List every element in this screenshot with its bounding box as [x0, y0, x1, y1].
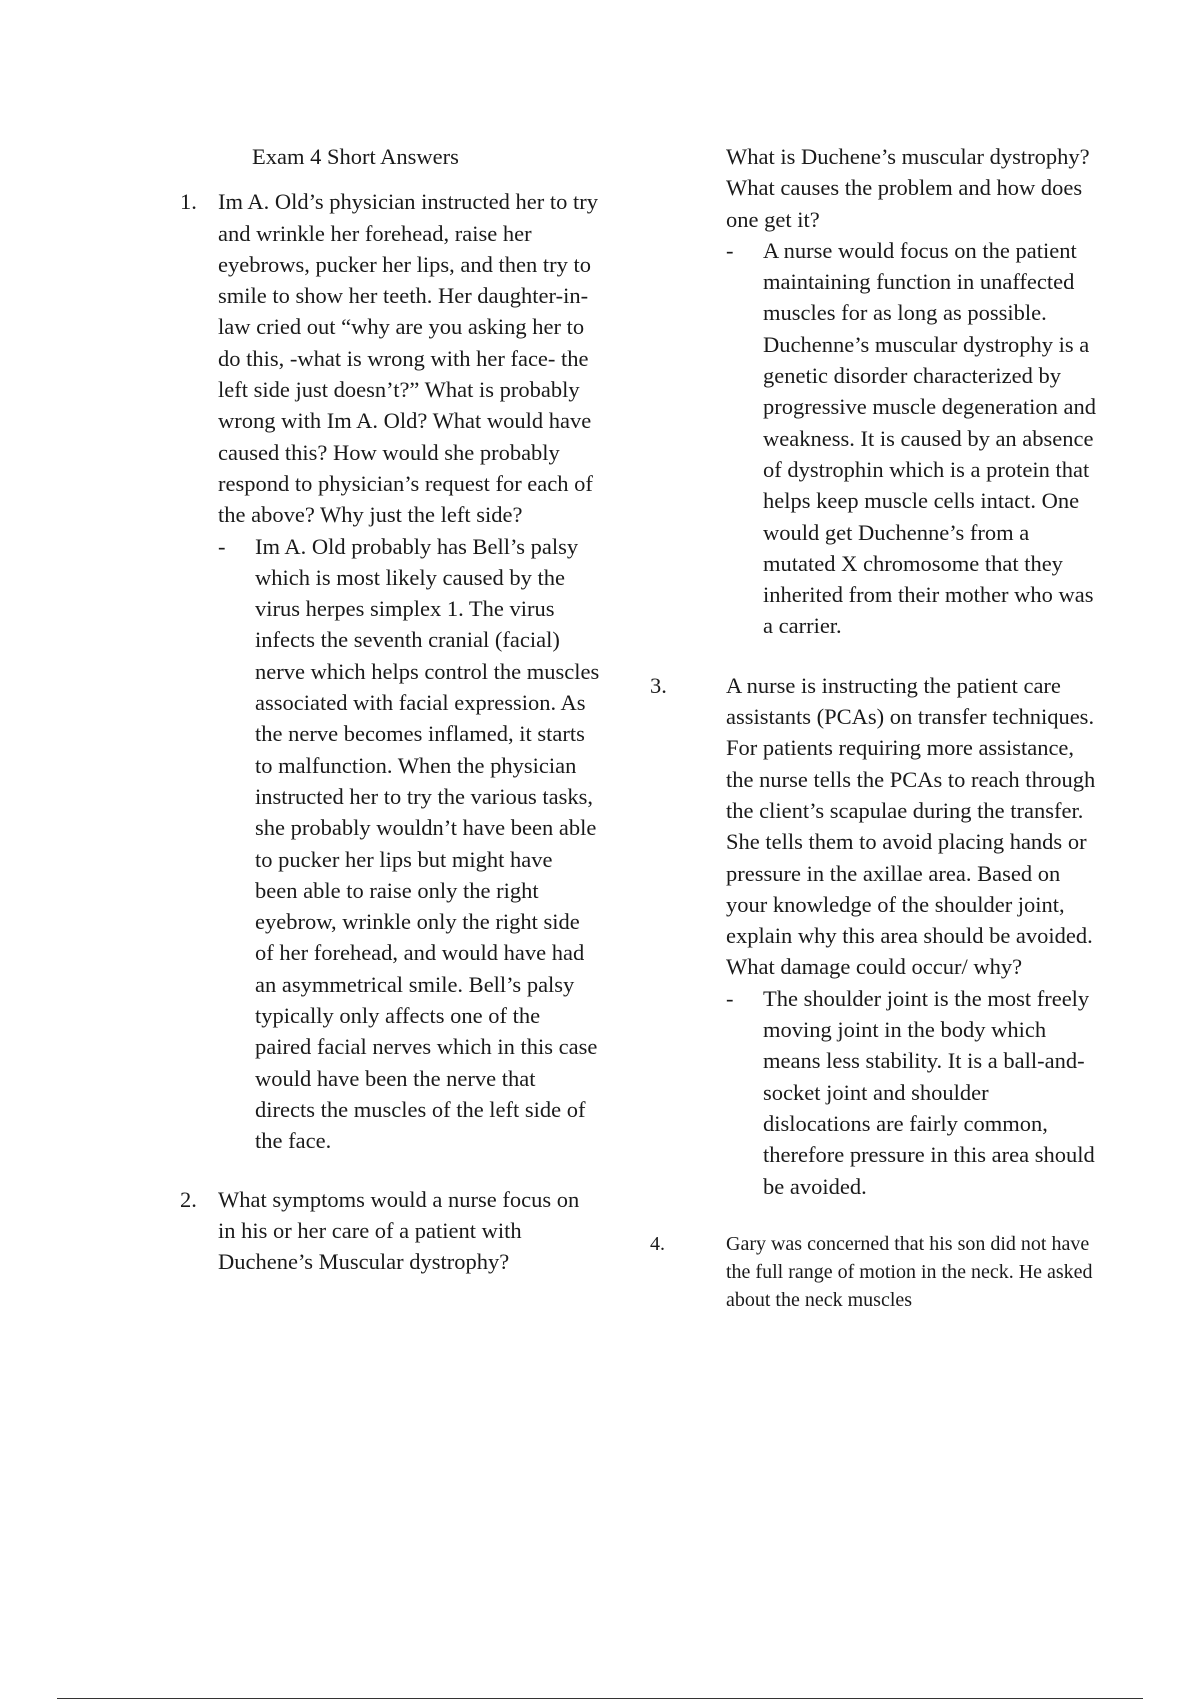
right-column — [650, 141, 1098, 1314]
question-2 — [180, 1184, 600, 1278]
question-text: Im A. Old’s physician instructed her to try and wrinkle her forehead, raise her eyebrows, pucker her lips, and then try to smile to show her teeth. Her daughter-in-law cried out “why are you asking her to do this, -what is wrong with her face- the left side just doesn’t?” What is probably wrong with Im A. Old? What would have caused this? How would she probably respond to physician’s request for each of the above? Why just the left side? — [218, 189, 598, 528]
left-column — [180, 141, 600, 1277]
answer-2 — [726, 235, 1098, 642]
question-number: 4. — [650, 1232, 665, 1255]
question-text: What is Duchene’s muscular dystrophy? What causes the problem and how does one get it? — [726, 144, 1090, 232]
answer-text: A nurse would focus on the patient maintaining function in unaffected muscles for as long as possible. Duchenne’s muscular dystrophy is a genetic disorder characterized by progressive muscle degeneration and weakness. It is caused by an absence of dystrophin which is a protein that helps keep muscle cells intact. One would get Duchenne’s from a mutated X chromosome that they inherited from their mother who was a carrier. — [763, 237, 1097, 639]
answer-3-wrapper — [688, 983, 1098, 1202]
question-2-continued — [688, 141, 1098, 235]
question-text: What symptoms would a nurse focus on in his or her care of a patient with Duchene’s Muscular dystrophy? — [218, 1186, 580, 1275]
question-number: 2. — [180, 1186, 197, 1212]
question-number: 1. — [180, 189, 197, 215]
question-text: A nurse is instructing the patient care assistants (PCAs) on transfer techniques. For patients requiring more assistance, the nurse tells the PCAs to reach through the client’s scapulae during the transfer. She tells them to avoid placing hands or pressure in the axillae area. Based on your knowledge of the shoulder joint, explain why this area should be avoided. What damage could occur/ why? — [726, 672, 1096, 980]
answer-text: The shoulder joint is the most freely moving joint in the body which means less stability. It is a ball-and-socket joint and shoulder dislocations are fairly common, therefore pressure in this area should be avoided. — [763, 985, 1095, 1199]
bullet-dash: - — [218, 533, 226, 559]
question-1 — [180, 186, 600, 530]
page-title: Exam 4 Short Answers — [252, 144, 459, 169]
answer-1 — [218, 531, 600, 1157]
page-bottom-rule — [57, 1698, 1143, 1699]
question-3 — [650, 670, 1098, 983]
answer-3 — [726, 983, 1098, 1202]
answer-1-wrapper — [180, 531, 600, 1157]
answer-2-wrapper — [688, 235, 1098, 642]
question-4 — [650, 1230, 1098, 1314]
question-text: Gary was concerned that his son did not have the full range of motion in the neck. He asked about the neck muscles — [726, 1232, 1093, 1311]
question-number: 3. — [650, 672, 667, 698]
answer-text: Im A. Old probably has Bell’s palsy which is most likely caused by the virus herpes simplex 1. The virus infects the seventh cranial (facial) nerve which helps control the muscles associated with facial expression. As the nerve becomes inflamed, it starts to malfunction. When the physician instructed her to try the various tasks, she probably wouldn’t have been able to pucker her lips but might have been able to raise only the right eyebrow, wrinkle only the right side of her forehead, and would have had an asymmetrical smile. Bell’s palsy typically only affects one of the paired facial nerves which in this case would have been the nerve that directs the muscles of the left side of the face. — [255, 533, 600, 1154]
bullet-dash: - — [726, 237, 734, 263]
bullet-dash: - — [726, 985, 734, 1011]
